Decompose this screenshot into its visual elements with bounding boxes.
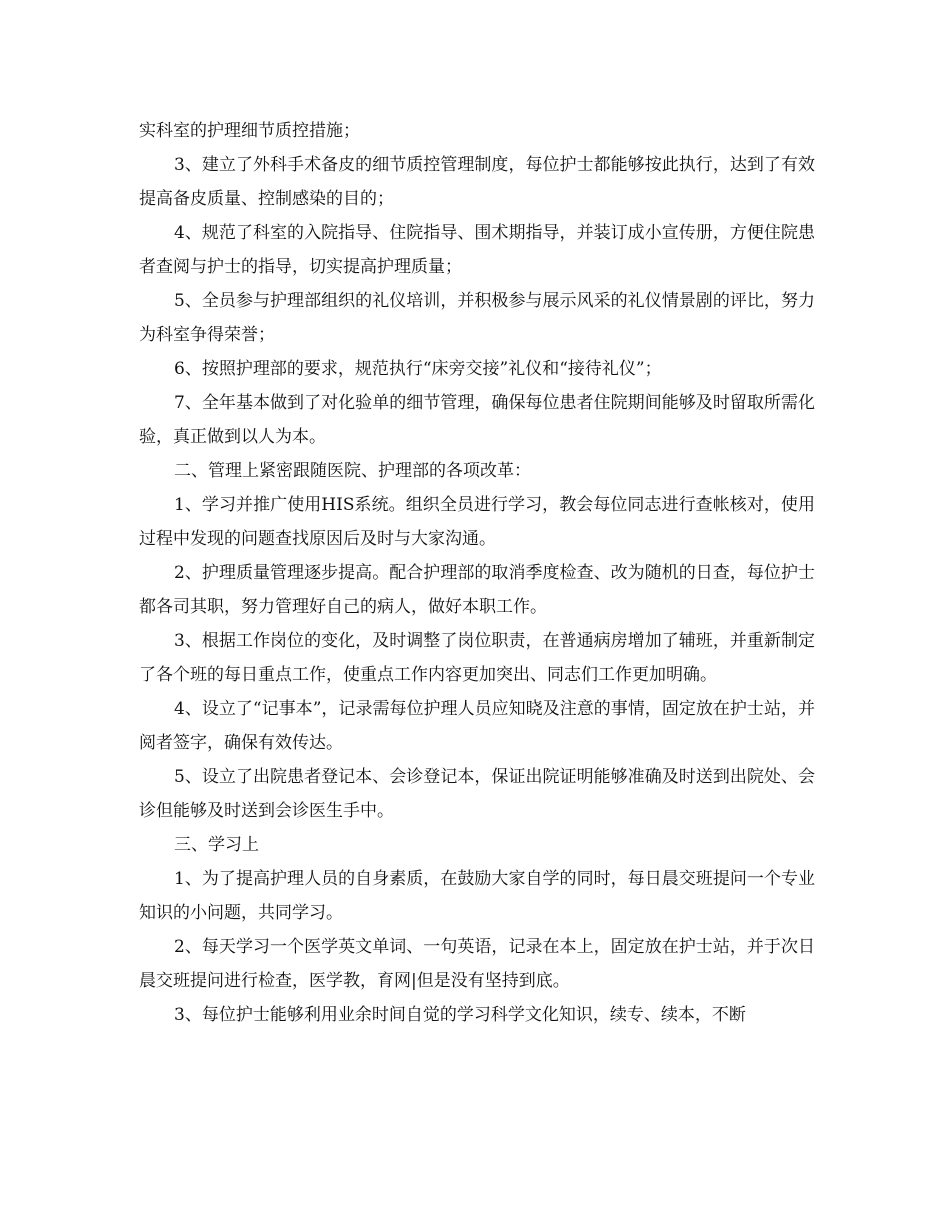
paragraph: 5、全员参与护理部组织的礼仪培训，并积极参与展示风采的礼仪情景剧的评比，努力为科室争得荣誉； xyxy=(139,291,815,345)
paragraph: 4、规范了科室的入院指导、住院指导、围术期指导，并装订成小宣传册，方便住院患者查阅与护士的指导，切实提高护理质量； xyxy=(139,223,815,277)
paragraph: 1、为了提高护理人员的自身素质，在鼓励大家自学的同时，每日晨交班提问一个专业知识的小问题，共同学习。 xyxy=(139,869,815,923)
section-heading: 三、学习上 xyxy=(174,835,259,855)
paragraph: 4、设立了“记事本”，记录需每位护理人员应知晓及注意的事情，固定放在护士站，并阅者签字，确保有效传达。 xyxy=(139,699,815,753)
paragraph: 2、每天学习一个医学英文单词、一句英语，记录在本上，固定放在护士站，并于次日晨交班提问进行检查，医学教，育网|但是没有坚持到底。 xyxy=(139,937,815,991)
paragraph: 3、建立了外科手术备皮的细节质控管理制度，每位护士都能够按此执行，达到了有效提高备皮质量、控制感染的目的； xyxy=(139,155,815,209)
paragraph-continuation: 实科室的护理细节质控措施； xyxy=(139,121,360,141)
paragraph: 3、每位护士能够利用业余时间自觉的学习科学文化知识，续专、续本，不断 xyxy=(174,1005,746,1025)
paragraph: 6、按照护理部的要求，规范执行“床旁交接”礼仪和“接待礼仪”； xyxy=(174,359,662,379)
paragraph: 5、设立了出院患者登记本、会诊登记本，保证出院证明能够准确及时送到出院处、会诊但能够及时送到会诊医生手中。 xyxy=(139,767,815,821)
paragraph: 3、根据工作岗位的变化，及时调整了岗位职责，在普通病房增加了辅班，并重新制定了各个班的每日重点工作，使重点工作内容更加突出、同志们工作更加明确。 xyxy=(139,631,815,685)
section-heading: 二、管理上紧密跟随医院、护理部的各项改革： xyxy=(174,461,531,481)
paragraph: 2、护理质量管理逐步提高。配合护理部的取消季度检查、改为随机的日查，每位护士都各司其职，努力管理好自己的病人，做好本职工作。 xyxy=(139,563,815,617)
paragraph: 7、全年基本做到了对化验单的细节管理，确保每位患者住院期间能够及时留取所需化验，真正做到以人为本。 xyxy=(139,393,815,447)
document-body xyxy=(139,114,815,1032)
paragraph: 1、学习并推广使用HIS系统。组织全员进行学习，教会每位同志进行查帐核对，使用过程中发现的问题查找原因后及时与大家沟通。 xyxy=(139,495,815,549)
